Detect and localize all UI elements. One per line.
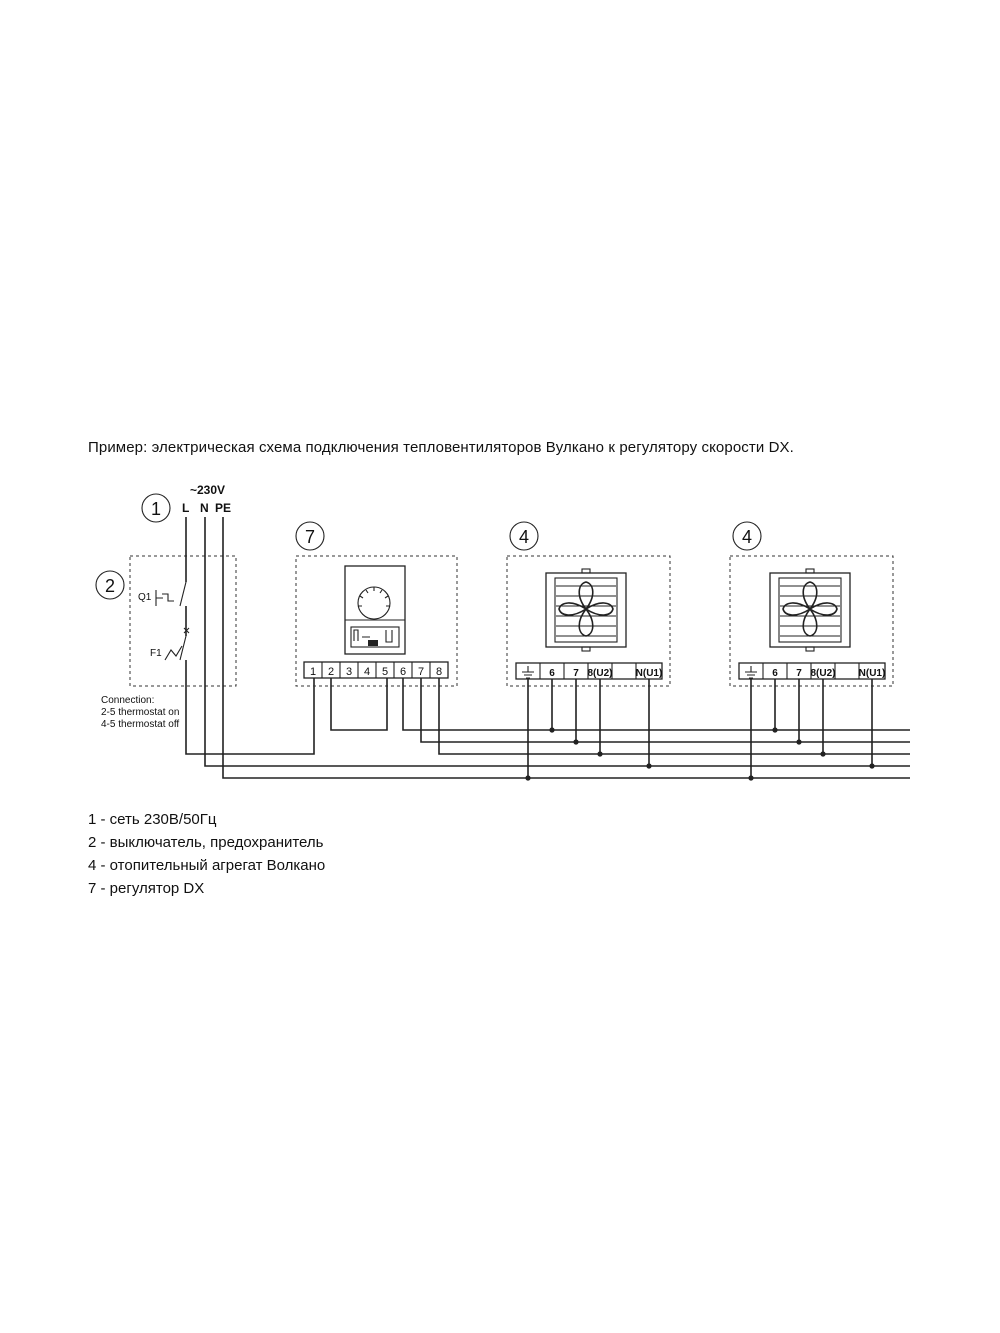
connection-note-title: Connection:: [101, 695, 155, 706]
reg-terminal-6: 6: [399, 666, 407, 678]
callout-2: [96, 571, 124, 599]
heater-a-terminal-strip: [516, 663, 662, 679]
heater-a-terminal-6: 6: [549, 668, 555, 679]
connection-note-line2: 2-5 thermostat on: [101, 707, 180, 718]
heater-b-terminal-n: N(U1): [858, 668, 886, 679]
callout-4-a: [510, 522, 538, 550]
legend-item: 1 - сеть 230В/50Гц: [88, 811, 217, 828]
reg-terminal-1: 1: [309, 666, 317, 678]
callout-7: [296, 522, 324, 550]
diagram-title: Пример: электрическая схема подключения тепловентиляторов Вулкано к регулятору скорости DX.: [88, 439, 794, 456]
legend-item: 7 - регулятор DX: [88, 880, 205, 897]
heater-a-terminal-7: 7: [573, 668, 579, 679]
reg-terminal-4: 4: [363, 666, 371, 678]
callout-4-a-text: 4: [518, 527, 530, 547]
callout-4-b-text: 4: [741, 527, 753, 547]
legend-item: 2 - выключатель, предохранитель: [88, 834, 324, 851]
switch-q1-symbol: [156, 582, 186, 606]
legend-item: 4 - отопительный агрегат Волкано: [88, 857, 326, 874]
fan-heater-b-icon: [770, 569, 850, 651]
callout-1-text: 1: [150, 499, 162, 519]
supply-voltage-label: ~230V: [190, 483, 226, 497]
wiring-diagram: [0, 470, 1000, 800]
reg-terminal-2: 2: [327, 666, 335, 678]
supply-l-label: L: [182, 501, 190, 515]
callout-1: [142, 494, 170, 522]
switch-fuse-box: [130, 556, 236, 686]
callout-7-text: 7: [304, 527, 316, 547]
heater-a-terminal-n: N(U1): [635, 668, 663, 679]
reg-terminal-5: 5: [381, 666, 389, 678]
callout-2-text: 2: [104, 576, 116, 596]
fan-heater-a-icon: [546, 569, 626, 651]
heater-a-drops: [528, 679, 649, 778]
supply-n-label: N: [200, 501, 209, 515]
heater-b-terminal-8: 8(U2): [810, 668, 836, 679]
heater-b-terminal-6: 6: [772, 668, 778, 679]
connection-note-line3: 4-5 thermostat off: [101, 719, 180, 730]
heater-b-terminal-strip: [739, 663, 885, 679]
heater-a-terminal-8: 8(U2): [587, 668, 613, 679]
q1-label: Q1: [138, 592, 152, 603]
heater-b-drops: [751, 679, 872, 778]
regulator-device: [345, 566, 405, 654]
supply-pe-label: PE: [215, 501, 232, 515]
reg-terminal-3: 3: [345, 666, 353, 678]
regulator-terminal-strip: [304, 662, 448, 678]
reg-terminal-8: 8: [435, 666, 443, 678]
heater-b-terminal-7: 7: [796, 668, 802, 679]
callout-4-b: [733, 522, 761, 550]
reg-terminal-7: 7: [417, 666, 425, 678]
wire-speed-7: [421, 678, 910, 742]
f1-label: F1: [150, 648, 162, 659]
legend: [88, 808, 325, 900]
